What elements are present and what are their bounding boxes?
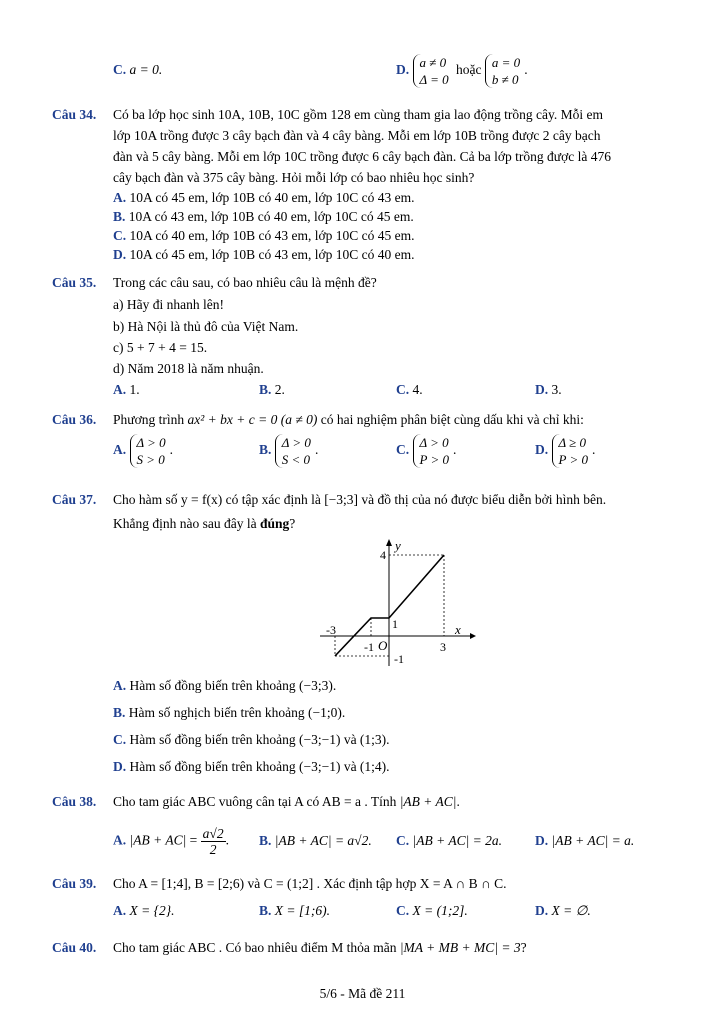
tick-1: 1: [392, 617, 398, 631]
q38-option-c: C. |AB + AC| = 2a.: [396, 833, 503, 848]
q35-option-c: C. 4.: [396, 382, 423, 397]
y-axis-arrow: [386, 539, 392, 546]
y-label: y: [395, 538, 401, 553]
q33-option-c-text: a = 0.: [129, 62, 163, 77]
q39-option-d: D. X = ∅.: [535, 903, 591, 918]
q37-stem-line2: Khẳng định nào sau đây là đúng?: [113, 516, 296, 531]
q35-option-d: D. 3.: [535, 382, 562, 397]
q34-option-c: C. 10A có 40 em, lớp 10B có 43 em, lớp 10C có 45 em.: [113, 228, 415, 243]
q38-label: Câu 38.: [52, 794, 97, 809]
tick-4: 4: [380, 548, 386, 562]
q37-option-c: C. Hàm số đồng biến trên khoảng (−3;−1) và (1;3).: [113, 732, 390, 747]
q35-item: d) Năm 2018 là năm nhuận.: [113, 361, 264, 376]
q39-option-b: B. X = [1;6).: [259, 903, 330, 918]
tick-neg1: -1: [364, 640, 374, 654]
q34-stem-line: lớp 10A trồng được 3 cây bạch đàn và 4 cây bàng. Mỗi em lớp 10B trồng được 2 cây bạch: [113, 128, 601, 143]
q40-label: Câu 40.: [52, 940, 97, 955]
q35-option-a: A. 1.: [113, 382, 140, 397]
tick-y-neg1: -1: [394, 652, 404, 666]
q37-option-b: B. Hàm số nghịch biến trên khoảng (−1;0).: [113, 705, 346, 720]
q34-option-b: B. 10A có 43 em, lớp 10B có 40 em, lớp 10C có 45 em.: [113, 209, 414, 224]
q38-option-a: A. |AB + AC| = $\frac{a√2}{2}$ .: [113, 826, 229, 857]
x-label: x: [455, 622, 461, 637]
q33-option-d: D. a ≠ 0 Δ = 0 hoặc a = 0 b ≠ 0 .: [396, 55, 528, 87]
q34-stem-line: cây bạch đàn và 375 cây bàng. Hỏi mỗi lớp có bao nhiêu học sinh?: [113, 170, 475, 185]
q39-label: Câu 39.: [52, 876, 97, 891]
tick-neg3: -3: [326, 623, 336, 637]
q34-stem-line: Có ba lớp học sinh 10A, 10B, 10C gồm 128 em cùng tham gia lao động trồng cây. Mỗi em: [113, 107, 603, 122]
q35-stem: Trong các câu sau, có bao nhiêu câu là mệnh đề?: [113, 275, 377, 290]
q38-stem: Cho tam giác ABC vuông cân tại A có AB = a . Tính |AB + AC|.: [113, 794, 460, 809]
q36-option-d: D. Δ ≥ 0 P > 0 .: [535, 435, 596, 467]
q37-option-a: A. Hàm số đồng biến trên khoảng (−3;3).: [113, 678, 337, 693]
q37-stem-line1: Cho hàm số y = f(x) có tập xác định là [−3;3] và đồ thị của nó được biểu diễn bởi hình bên.: [113, 492, 607, 507]
q37-function-graph: [318, 536, 478, 670]
q33-system-2: a = 0 b ≠ 0: [485, 54, 524, 88]
q39-stem: Cho A = [1;4], B = [2;6) và C = (1;2] . Xác định tập hợp X = A ∩ B ∩ C.: [113, 876, 507, 891]
q34-stem-line: đàn và 5 cây bàng. Mỗi em lớp 10C trồng được 6 cây bạch đàn. Cả ba lớp trồng được là 476: [113, 149, 611, 164]
q36-option-a: A. Δ > 0 S > 0 .: [113, 435, 174, 467]
q36-label: Câu 36.: [52, 412, 97, 427]
tick-3: 3: [440, 640, 446, 654]
q37-option-d: D. Hàm số đồng biến trên khoảng (−3;−1) và (1;4).: [113, 759, 390, 774]
q38-option-b: B. |AB + AC| = a√2.: [259, 833, 372, 848]
q35-item: a) Hãy đi nhanh lên!: [113, 297, 224, 312]
q35-label: Câu 35.: [52, 275, 97, 290]
q33-option-c: C. a = 0.: [113, 62, 163, 77]
q36-option-c: C. Δ > 0 P > 0 .: [396, 435, 457, 467]
q39-option-c: C. X = (1;2].: [396, 903, 468, 918]
q38-option-d: D. |AB + AC| = a.: [535, 833, 635, 848]
q36-stem: Phương trình ax² + bx + c = 0 (a ≠ 0) có hai nghiệm phân biệt cùng dấu khi và chỉ khi:: [113, 412, 584, 427]
origin-label: O: [378, 638, 388, 653]
q40-stem: Cho tam giác ABC . Có bao nhiêu điểm M thỏa mãn |MA + MB + MC| = 3?: [113, 940, 527, 955]
page-footer: 5/6 - Mã đề 211: [319, 986, 406, 1001]
q33-system-1: a ≠ 0 Δ = 0: [413, 54, 453, 88]
q35-item: b) Hà Nội là thủ đô của Việt Nam.: [113, 319, 299, 334]
x-axis-arrow: [470, 633, 476, 639]
q37-label: Câu 37.: [52, 492, 97, 507]
q36-option-b: B. Δ > 0 S < 0 .: [259, 435, 319, 467]
q35-item: c) 5 + 7 + 4 = 15.: [113, 340, 208, 355]
q35-option-b: B. 2.: [259, 382, 285, 397]
q34-option-a: A. 10A có 45 em, lớp 10B có 40 em, lớp 10C có 43 em.: [113, 190, 415, 205]
q39-option-a: A. X = {2}.: [113, 903, 175, 918]
q34-option-d: D. 10A có 45 em, lớp 10B có 43 em, lớp 10C có 40 em.: [113, 247, 415, 262]
q34-label: Câu 34.: [52, 107, 97, 122]
